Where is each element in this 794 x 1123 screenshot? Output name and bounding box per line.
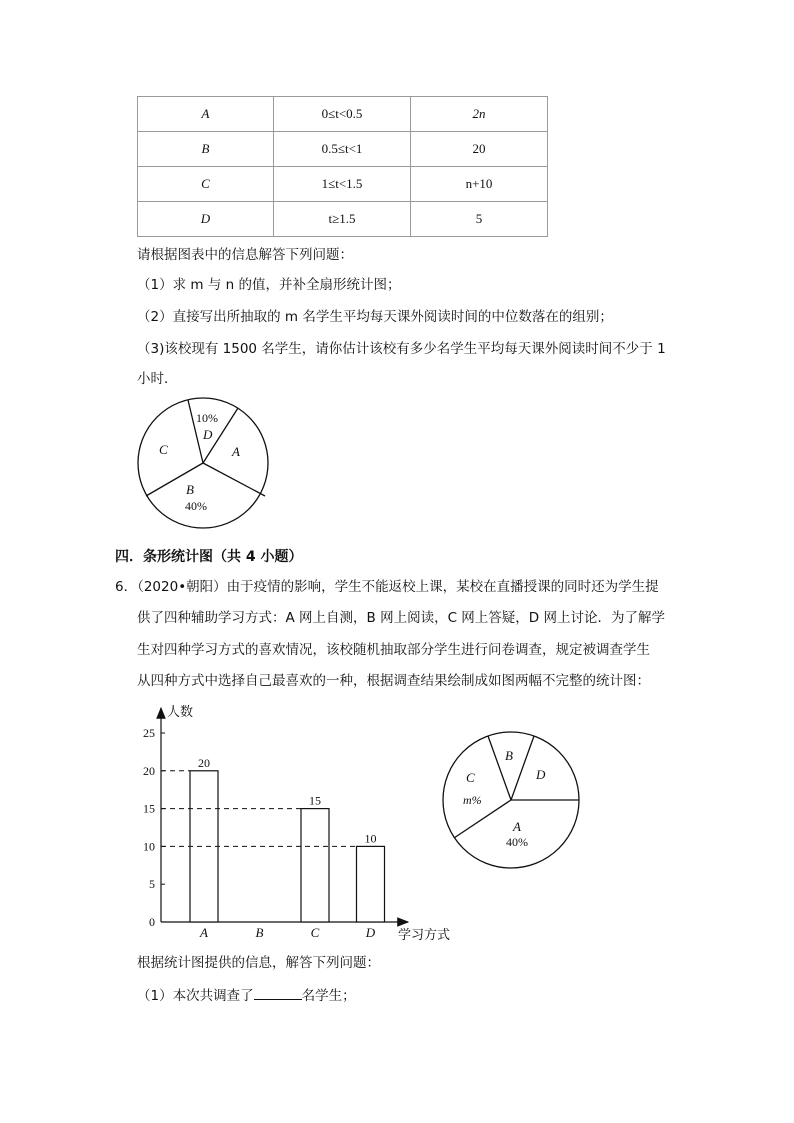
section-title: 四．条形统计图（共 4 小题） xyxy=(115,549,303,565)
pie-label-d: D xyxy=(536,767,546,782)
pie-label-b: B xyxy=(186,482,194,497)
q5-sub2: （2）直接写出所抽取的 m 名学生平均每天课外阅读时间的中位数落在的组别； xyxy=(137,309,613,325)
bar-value-label: 10 xyxy=(364,831,377,846)
y-tick-label: 25 xyxy=(143,726,155,740)
y-tick-label: 20 xyxy=(143,763,155,778)
pie-label-d-percent: 10% xyxy=(196,411,218,425)
group-cell: A xyxy=(138,97,274,132)
y-tick-label: 15 xyxy=(143,801,155,816)
q5-intro: 请根据图表中的信息解答下列问题： xyxy=(137,247,353,263)
q6-after-intro: 根据统计图提供的信息，解答下列问题： xyxy=(137,955,380,971)
pie-label-c: C xyxy=(466,770,475,785)
q6-sub1-suffix: 名学生； xyxy=(301,988,356,1004)
x-axis-label: 学习方式 xyxy=(398,927,451,942)
bar xyxy=(301,809,329,922)
table-row xyxy=(138,167,548,202)
q5-sub3-line1: （3)该校现有 1500 名学生，请你估计该校有多少名学生平均每天课外阅读时间不少于 1 xyxy=(137,341,666,357)
group-cell: C xyxy=(138,167,274,202)
pie-chart-q5 xyxy=(130,392,280,532)
q6-line3: 生对四种学习方式的喜欢情况，该校随机抽取部分学生进行问卷调查，规定被调查学生 xyxy=(137,642,650,658)
pie-divider xyxy=(203,463,265,496)
pie-divider xyxy=(511,736,534,800)
pie-label-c-percent: m% xyxy=(463,793,482,807)
count-cell: 20 xyxy=(411,132,548,167)
table-row xyxy=(138,202,548,237)
x-tick-label: A xyxy=(200,925,208,940)
range-cell: t≥1.5 xyxy=(274,202,411,237)
y-axis-label: 人数 xyxy=(167,704,194,719)
bar-value-label: 15 xyxy=(309,793,321,808)
bar xyxy=(190,771,218,922)
q6-sub1 xyxy=(137,985,356,1006)
frequency-table xyxy=(137,96,548,237)
bar xyxy=(357,846,385,922)
group-cell: D xyxy=(138,202,274,237)
pie-divider xyxy=(146,463,203,496)
q6-sub1-prefix: （1）本次共调查了 xyxy=(137,988,254,1004)
y-tick-label: 10 xyxy=(143,839,155,854)
table-row xyxy=(138,97,548,132)
q5-sub1: （1）求 m 与 n 的值，并补全扇形统计图； xyxy=(137,277,401,293)
range-cell: 0.5≤t<1 xyxy=(274,132,411,167)
pie-label-a: A xyxy=(232,444,240,459)
count-cell: 2n xyxy=(411,97,548,132)
y-tick-label: 0 xyxy=(149,915,155,929)
bar-chart xyxy=(130,700,460,945)
pie-label-a-percent: 40% xyxy=(506,835,528,849)
pie-label-d: D xyxy=(203,427,213,442)
range-cell: 0≤t<0.5 xyxy=(274,97,411,132)
x-tick-label: D xyxy=(365,925,376,940)
pie-label-c: C xyxy=(159,442,168,457)
pie-label-b: B xyxy=(505,748,513,763)
y-tick-label: 5 xyxy=(149,877,155,892)
pie-label-a: A xyxy=(513,819,521,834)
q6-line2: 供了四种辅助学习方式：A 网上自测，B 网上阅读，C 网上答疑，D 网上讨论．为了解学 xyxy=(137,610,665,626)
pie-divider xyxy=(488,736,511,800)
q6-line4: 从四种方式中选择自己最喜欢的一种，根据调查结果绘制成如图两幅不完整的统计图： xyxy=(137,673,650,689)
table-row xyxy=(138,132,548,167)
answer-blank[interactable] xyxy=(254,985,302,1000)
x-tick-label: B xyxy=(255,925,264,940)
pie-divider xyxy=(188,400,203,463)
q5-sub3-line2: 小时． xyxy=(137,371,178,387)
range-cell: 1≤t<1.5 xyxy=(274,167,411,202)
count-cell: 5 xyxy=(411,202,548,237)
count-cell: n+10 xyxy=(411,167,548,202)
pie-label-b-percent: 40% xyxy=(185,499,207,513)
bar-value-label: 20 xyxy=(198,755,210,770)
pie-chart-q6 xyxy=(438,724,586,876)
q6-line1: 6．（2020•朝阳）由于疫情的影响，学生不能返校上课，某校在直播授课的同时还为学生提 xyxy=(115,579,659,595)
group-cell: B xyxy=(138,132,274,167)
x-tick-label: C xyxy=(310,925,320,940)
